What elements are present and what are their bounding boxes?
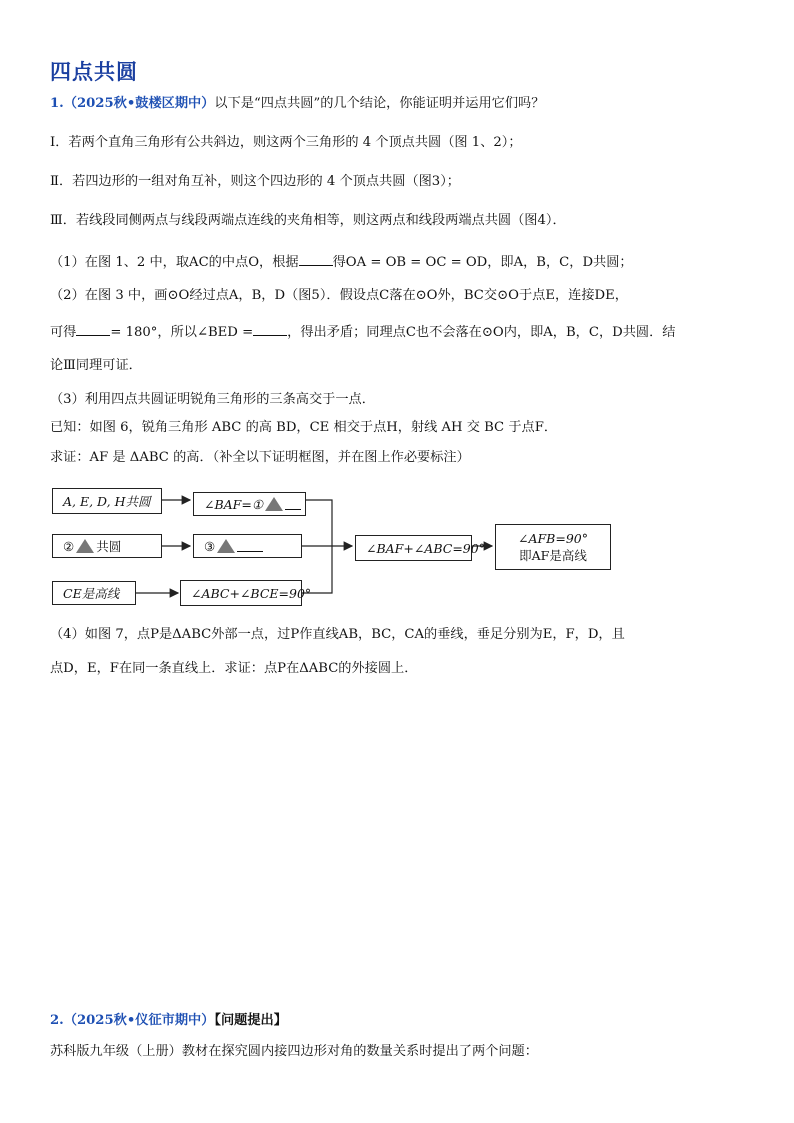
q1-prove: 求证：AF 是 ΔABC 的高．（补全以下证明框图，并在图上作必要标注）: [50, 450, 470, 465]
flow-box-angle-sum: [180, 580, 312, 606]
flow-box-8-line2: 即AF是高线: [519, 547, 587, 563]
flow-box-conclusion: [495, 524, 611, 570]
q2-header: [50, 1013, 287, 1029]
blank-triangle-icon[interactable]: [217, 539, 235, 553]
q2-tag-2: 【问题提出】: [214, 1013, 287, 1028]
blank-triangle-icon[interactable]: [265, 497, 283, 511]
flow-box-2-text: ∠BAF=①: [204, 496, 264, 512]
q2-text: 苏科版九年级（上册）教材在探究圆内接四边形对角的数量关系时提出了两个问题：: [50, 1044, 538, 1059]
blank-3[interactable]: [253, 323, 287, 336]
q1-part-3: （3）利用四点共圆证明锐角三角形的三条高交于一点．: [50, 392, 375, 407]
flow-box-baf-abc: [355, 535, 485, 561]
q1-claim-1: Ⅰ．若两个直角三角形有公共斜边，则这两个三角形的 4 个顶点共圆（图 1、2）；: [50, 135, 522, 150]
flow-box-5-text: CE是高线: [63, 586, 120, 601]
flow-box-concyclic-1: [52, 488, 162, 514]
flow-box-4-num: ③: [204, 538, 216, 554]
q1-claim-2: Ⅱ．若四边形的一组对角互补，则这个四边形的 4 个顶点共圆（图3）；: [50, 174, 460, 189]
q2-tag: 2.（2025秋•仪征市期中）: [50, 1013, 215, 1028]
q1-header: [50, 96, 544, 112]
blank-2[interactable]: [76, 323, 110, 336]
flow-box-3-num: ②: [63, 538, 75, 554]
flow-box-3: [193, 534, 302, 558]
flow-box-angle-baf: [193, 492, 306, 516]
q1-part-4: （4）如图 7，点P是ΔABC外部一点，过P作直线AB，BC，CA的垂线，垂足分别为E，F，D，且: [50, 627, 625, 642]
flow-box-7-text: ∠BAF+∠ABC=90°: [366, 540, 485, 556]
blank-1[interactable]: [299, 253, 333, 266]
q1-part-2: （2）在图 3 中，画⊙O经过点A，B，D（图5）．假设点C落在⊙O外，BC交⊙O于点E，连接DE，: [50, 288, 628, 303]
q1-part-1: [50, 253, 633, 271]
flow-box-6-text: ∠ABC+∠BCE=90°: [191, 585, 312, 601]
q1-known: 已知：如图 6，锐角三角形 ABC 的高 BD，CE 相交于点H，射线 AH 交 BC 于点F．: [50, 420, 558, 435]
q1-part-2-line2: [50, 323, 675, 341]
q1-part-2-d: ，得出矛盾；同理点C也不会落在⊙O内，即A，B，C，D共圆．结: [287, 325, 676, 340]
blank-triangle-icon[interactable]: [76, 539, 94, 553]
q1-intro: 以下是“四点共圆”的几个结论，你能证明并运用它们吗？: [214, 96, 545, 111]
q1-claim-3: Ⅲ．若线段同侧两点与线段两端点连线的夹角相等，则这两点和线段两端点共圆（图4）．: [50, 213, 566, 228]
q1-part-4-line2: 点D，E，F在同一条直线上．求证：点P在ΔABC的外接圆上．: [50, 661, 418, 676]
q1-part-2-b: 可得: [50, 325, 77, 340]
q1-part-2-c: = 180°，所以∠BED =: [110, 325, 254, 340]
q1-part-1-b: 得OA = OB = OC = OD，即A，B，C，D共圆；: [332, 255, 633, 270]
flow-box-1-text: A, E, D, H共圆: [63, 494, 151, 509]
page-title: 四点共圆: [50, 60, 138, 84]
flow-box-8-line1: ∠AFB=90°: [518, 530, 588, 546]
q1-tag: 1.（2025秋•鼓楼区期中）: [50, 96, 215, 111]
flow-box-altitude-ce: [52, 581, 136, 605]
q1-part-1-a: （1）在图 1、2 中，取AC的中点O，根据: [50, 255, 299, 270]
flow-box-3-text: 共圆: [96, 539, 122, 554]
flow-box-concyclic-2: [52, 534, 162, 558]
figures-area: [0, 680, 794, 1020]
q1-part-2-line3: 论Ⅲ同理可证．: [50, 358, 142, 373]
